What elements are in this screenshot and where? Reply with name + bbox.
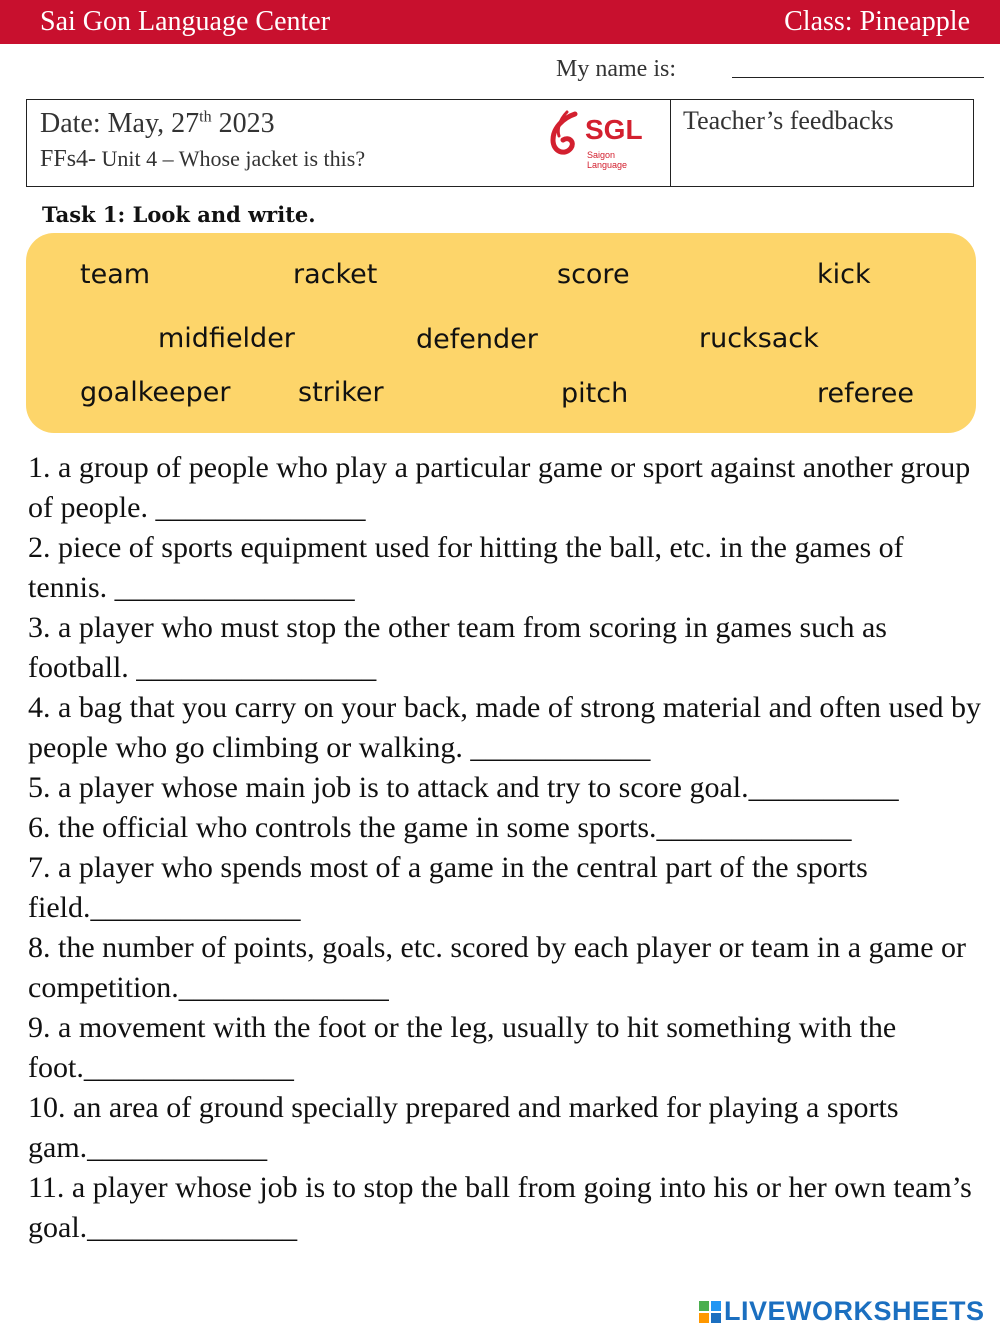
- question-item[interactable]: 6. the official who controls the game in some sports._____________: [28, 811, 852, 844]
- task-title: Task 1: Look and write.: [42, 202, 316, 227]
- liveworksheets-logo: LIVEWORKSHEETS: [698, 1296, 994, 1328]
- word-pitch: pitch: [561, 378, 629, 409]
- question-item[interactable]: 7. a player who spends most of a game in the central part of the sports field.______________: [28, 851, 868, 924]
- name-label: My name is:: [556, 56, 676, 82]
- unit-title: FFs4- Unit 4 – Whose jacket is this?: [40, 146, 366, 172]
- word-score: score: [557, 259, 630, 290]
- sgl-logo: SGL Saigon Language: [545, 108, 649, 164]
- word-racket: racket: [293, 259, 378, 290]
- question-item[interactable]: 2. piece of sports equipment used for hitting the ball, etc. in the games of tennis. ________________: [28, 531, 904, 604]
- word-striker: striker: [298, 377, 384, 408]
- class-label: Class: Pineapple: [784, 6, 970, 37]
- question-item[interactable]: 11. a player whose job is to stop the ball from going into his or her own team’s goal.______________: [28, 1171, 972, 1244]
- word-rucksack: rucksack: [699, 323, 819, 354]
- question-item[interactable]: 8. the number of points, goals, etc. scored by each player or team in a game or competition.______________: [28, 931, 967, 1004]
- question-item[interactable]: 9. a movement with the foot or the leg, usually to hit something with the foot.______________: [28, 1011, 897, 1084]
- question-item[interactable]: 3. a player who must stop the other team from scoring in games such as football. ________________: [28, 611, 887, 684]
- header-divider: [670, 100, 671, 186]
- teacher-feedback-label: Teacher’s feedbacks: [683, 106, 894, 135]
- center-name: Sai Gon Language Center: [40, 6, 331, 37]
- question-item[interactable]: 4. a bag that you carry on your back, made of strong material and often used by people who go climbing or walking. ____________: [28, 691, 982, 764]
- question-item[interactable]: 10. an area of ground specially prepared and marked for playing a sports gam.____________: [28, 1091, 899, 1164]
- liveworksheets-icon: [698, 1300, 722, 1324]
- word-kick: kick: [817, 259, 871, 290]
- question-list: [28, 448, 988, 1248]
- sgl-swoosh-icon: [545, 108, 585, 164]
- info-box: [26, 99, 974, 187]
- date-text: Date: May, 27th 2023: [40, 108, 275, 139]
- word-defender: defender: [416, 324, 538, 355]
- word-midfielder: midfielder: [158, 323, 295, 354]
- question-item[interactable]: 5. a player whose main job is to attack and try to score goal.__________: [28, 771, 899, 804]
- word-goalkeeper: goalkeeper: [80, 377, 231, 408]
- header-banner: [0, 0, 1000, 44]
- question-item[interactable]: 1. a group of people who play a particular game or sport against another group of people. ______________: [28, 451, 971, 524]
- word-team: team: [80, 259, 151, 290]
- word-bank: [26, 233, 976, 433]
- word-referee: referee: [817, 378, 914, 409]
- name-input-line[interactable]: [732, 77, 984, 78]
